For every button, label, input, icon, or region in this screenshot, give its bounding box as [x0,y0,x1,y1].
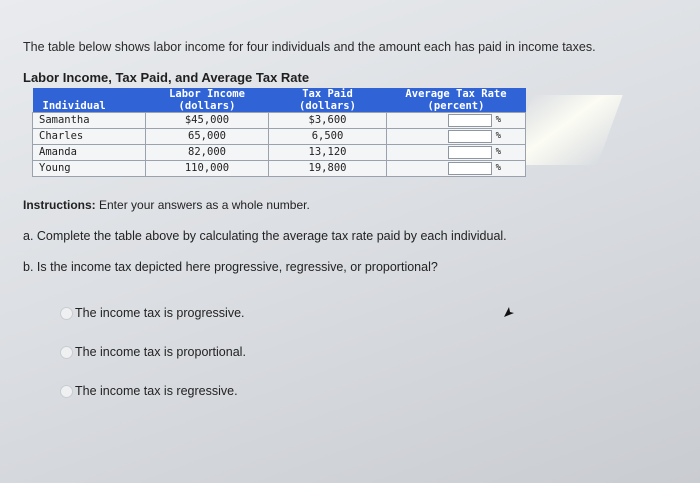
row-tax: $3,600 [269,113,387,129]
radio-button[interactable] [60,346,73,359]
row-income: 82,000 [146,145,269,161]
table-header-row [33,88,526,100]
header-labor-income-line1: Labor Income [146,88,269,100]
avg-rate-input-charles[interactable] [448,130,492,143]
radio-button[interactable] [60,385,73,398]
header-individual: Individual [33,88,146,113]
option-label: The income tax is regressive. [75,384,238,398]
avg-rate-input-amanda[interactable] [448,146,492,159]
row-name: Young [33,161,146,177]
row-tax: 13,120 [269,145,387,161]
table-row [33,113,526,129]
header-avg-rate-line1: Average Tax Rate [387,88,526,100]
table-title: Labor Income, Tax Paid, and Average Tax Rate [23,70,310,85]
table-row [33,161,526,177]
percent-unit: % [495,147,501,157]
row-name: Amanda [33,145,146,161]
percent-unit: % [495,163,501,173]
instructions [23,198,310,212]
question-b: b. Is the income tax depicted here progressive, regressive, or proportional? [23,260,438,274]
percent-unit: % [495,115,501,125]
question-a: a. Complete the table above by calculating the average tax rate paid by each individual. [23,229,507,243]
instructions-label: Instructions: [23,198,96,212]
row-income: 110,000 [146,161,269,177]
row-rate-cell [387,129,526,145]
header-labor-income-line2: (dollars) [146,100,269,113]
option-label: The income tax is progressive. [75,306,245,320]
header-tax-paid-line2: (dollars) [269,100,387,113]
avg-rate-input-young[interactable] [448,162,492,175]
table-row [33,145,526,161]
table-row [33,129,526,145]
instructions-text: Enter your answers as a whole number. [95,198,310,212]
option-proportional[interactable] [60,345,246,359]
radio-button[interactable] [60,307,73,320]
row-rate-cell [387,113,526,129]
row-income: 65,000 [146,129,269,145]
row-name: Samantha [33,113,146,129]
mouse-cursor-icon [503,306,515,318]
intro-text: The table below shows labor income for four individuals and the amount each has paid in income taxes. [23,40,596,54]
header-avg-rate-line2: (percent) [387,100,526,113]
option-progressive[interactable] [60,306,245,320]
header-tax-paid-line1: Tax Paid [269,88,387,100]
row-tax: 6,500 [269,129,387,145]
option-label: The income tax is proportional. [75,345,246,359]
option-regressive[interactable] [60,384,238,398]
row-name: Charles [33,129,146,145]
row-tax: 19,800 [269,161,387,177]
row-rate-cell [387,161,526,177]
income-tax-table [32,88,526,177]
percent-unit: % [495,131,501,141]
avg-rate-input-samantha[interactable] [448,114,492,127]
row-rate-cell [387,145,526,161]
row-income: $45,000 [146,113,269,129]
